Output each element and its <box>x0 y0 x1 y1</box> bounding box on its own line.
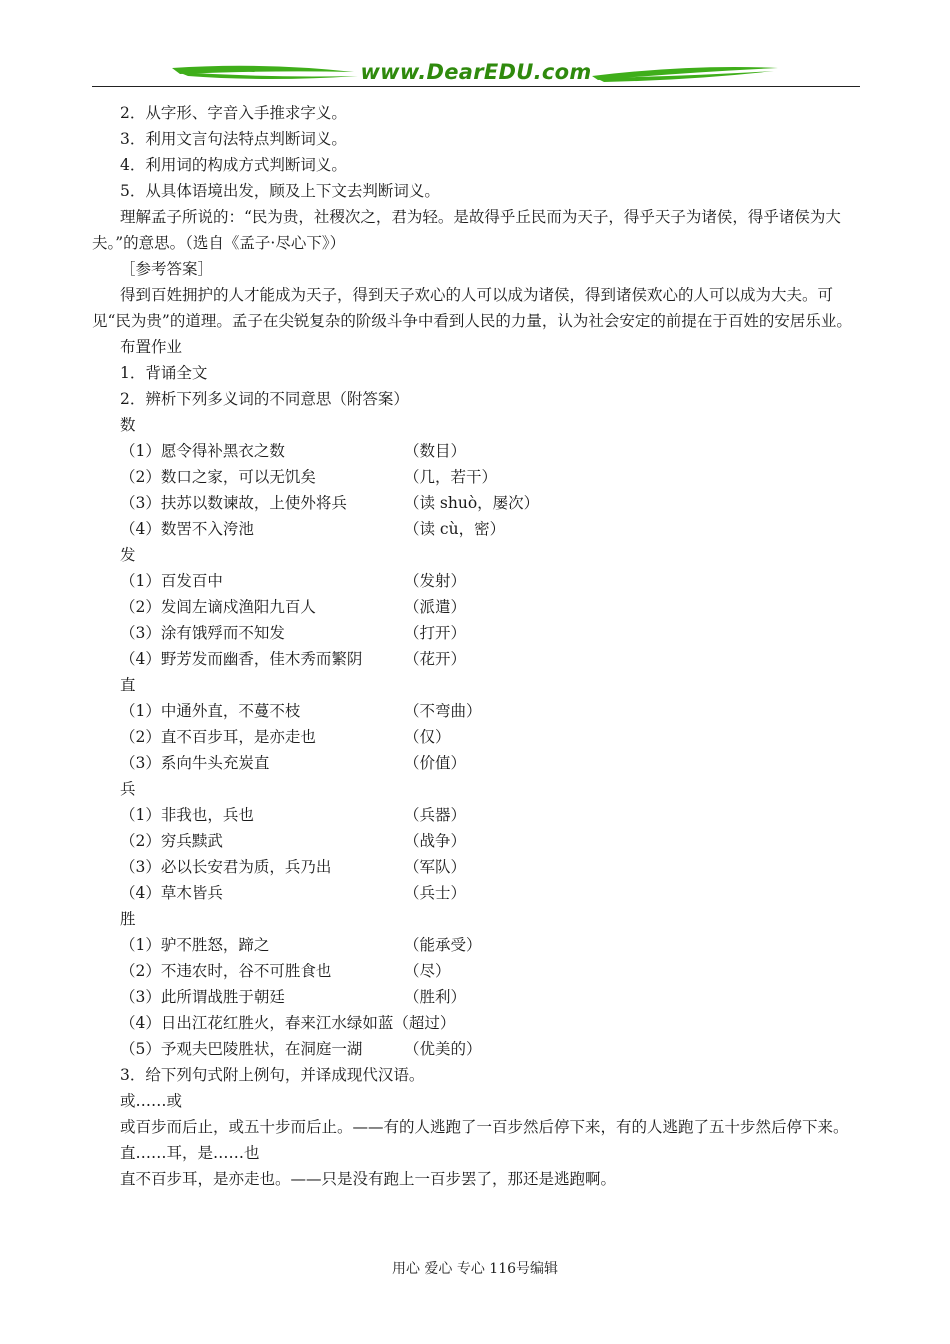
usage-sentence: （4）日出江花红胜火，春来江水绿如蓝 <box>120 1014 394 1032</box>
usage-sentence: （3）涂有饿殍而不知发 <box>120 624 285 642</box>
answer-label: ［参考答案］ <box>120 260 214 278</box>
usage-meaning: （数目） <box>404 442 467 460</box>
homework-item-2: 2．辨析下列多义词的不同意思（附答案） <box>120 390 409 408</box>
usage-sentence: （2）穷兵黩武 <box>120 832 223 850</box>
usage-sentence: （2）直不百步耳，是亦走也 <box>120 728 316 746</box>
usage-meaning: （读 cù，密） <box>404 520 506 538</box>
usage-sentence: （1）愿令得补黑衣之数 <box>120 442 285 460</box>
page-footer: 用心 爱心 专心 116号编辑 <box>391 1261 559 1277</box>
pattern-heading-1: 或……或 <box>120 1092 183 1110</box>
usage-sentence: （3）此所谓战胜于朝廷 <box>120 988 285 1006</box>
usage-meaning: （尽） <box>404 962 451 980</box>
usage-row <box>92 932 862 958</box>
usage-sentence: （2）数口之家，可以无饥矣 <box>120 468 316 486</box>
word-heading: 兵 <box>120 780 136 798</box>
usage-meaning: （仅） <box>404 728 451 746</box>
usage-sentence: （5）予观夫巴陵胜状，在洞庭一湖 <box>120 1040 363 1058</box>
usage-row <box>92 984 862 1010</box>
method-3: 3．利用文言句法特点判断词义。 <box>120 130 347 148</box>
word-heading: 胜 <box>120 910 136 928</box>
usage-row <box>92 828 862 854</box>
usage-sentence: （3）必以长安君为质，兵乃出 <box>120 858 332 876</box>
usage-sentence: （3）扶苏以数谏故，上使外将兵 <box>120 494 347 512</box>
word-heading: 数 <box>120 416 136 434</box>
usage-sentence: （1）百发百中 <box>120 572 223 590</box>
usage-meaning: （胜利） <box>404 988 467 1006</box>
usage-sentence: （4）草木皆兵 <box>120 884 223 902</box>
pattern-example-2: 直不百步耳，是亦走也。——只是没有跑上一百步罢了，那还是逃跑啊。 <box>120 1170 617 1188</box>
usage-meaning: （兵器） <box>404 806 467 824</box>
usage-row <box>92 438 862 464</box>
usage-row <box>92 750 862 776</box>
usage-row <box>92 958 862 984</box>
pattern-heading-2: 直……耳，是……也 <box>120 1144 260 1162</box>
word-heading: 发 <box>120 546 136 564</box>
usage-sentence: （2）发闾左谪戍渔阳九百人 <box>120 598 316 616</box>
method-2: 2．从字形、字音入手推求字义。 <box>120 104 347 122</box>
usage-meaning: （能承受） <box>404 936 482 954</box>
site-logo[interactable]: www.DearEDU.com <box>360 60 592 84</box>
usage-sentence: （2）不违农时，谷不可胜食也 <box>120 962 332 980</box>
usage-row <box>92 464 862 490</box>
header-divider <box>92 86 860 87</box>
usage-meaning: （不弯曲） <box>404 702 482 720</box>
usage-sentence: （4）野芳发而幽香，佳木秀而繁阴 <box>120 650 363 668</box>
usage-meaning: （读 shuò，屡次） <box>404 494 540 512</box>
usage-meaning: （价值） <box>404 754 467 772</box>
usage-row <box>92 490 862 516</box>
usage-meaning: （派遣） <box>404 598 467 616</box>
usage-sentence: （4）数罟不入洿池 <box>120 520 254 538</box>
question-paragraph: 理解孟子所说的：“民为贵，社稷次之，君为轻。是故得乎丘民而为天子，得乎天子为诸侯，得乎诸侯为大夫。”的意思。（选自《孟子·尽心下》） <box>92 208 841 252</box>
usage-meaning: （发射） <box>404 572 467 590</box>
method-4: 4．利用词的构成方式判断词义。 <box>120 156 347 174</box>
usage-sentence: （1）非我也，兵也 <box>120 806 254 824</box>
usage-row <box>92 594 862 620</box>
usage-meaning: （花开） <box>404 650 467 668</box>
usage-sentence: （1）驴不胜怒，蹄之 <box>120 936 270 954</box>
usage-row <box>92 1010 862 1036</box>
homework-title: 布置作业 <box>120 338 183 356</box>
usage-row <box>92 1036 862 1062</box>
usage-row <box>92 854 862 880</box>
usage-meaning: （优美的） <box>404 1040 482 1058</box>
usage-row <box>92 880 862 906</box>
usage-row <box>92 802 862 828</box>
usage-row <box>92 646 862 672</box>
usage-meaning: （军队） <box>404 858 467 876</box>
document-body <box>92 100 862 1192</box>
homework-item-1: 1．背诵全文 <box>120 364 208 382</box>
homework-item-3: 3．给下列句式附上例句，并译成现代汉语。 <box>120 1066 425 1084</box>
usage-meaning: （战争） <box>404 832 467 850</box>
usage-row <box>92 698 862 724</box>
word-heading: 直 <box>120 676 136 694</box>
answer-paragraph: 得到百姓拥护的人才能成为天子，得到天子欢心的人可以成为诸侯，得到诸侯欢心的人可以成为大夫。可见“民为贵”的道理。孟子在尖锐复杂的阶级斗争中看到人民的力量，认为社会安定的前提在于百姓的安居乐业。 <box>92 286 852 330</box>
usage-meaning: （几，若干） <box>404 468 498 486</box>
usage-row <box>92 724 862 750</box>
usage-sentence: （1）中通外直，不蔓不枝 <box>120 702 301 720</box>
usage-meaning: （超过） <box>393 1014 456 1032</box>
usage-meaning: （兵士） <box>404 884 467 902</box>
method-5: 5．从具体语境出发，顾及上下文去判断词义。 <box>120 182 440 200</box>
usage-meaning: （打开） <box>404 624 467 642</box>
usage-row <box>92 568 862 594</box>
usage-row <box>92 620 862 646</box>
pattern-example-1: 或百步而后止，或五十步而后止。——有的人逃跑了一百步然后停下来，有的人逃跑了五十步然后停下来。 <box>120 1118 849 1136</box>
usage-row <box>92 516 862 542</box>
usage-sentence: （3）系向牛头充炭直 <box>120 754 270 772</box>
